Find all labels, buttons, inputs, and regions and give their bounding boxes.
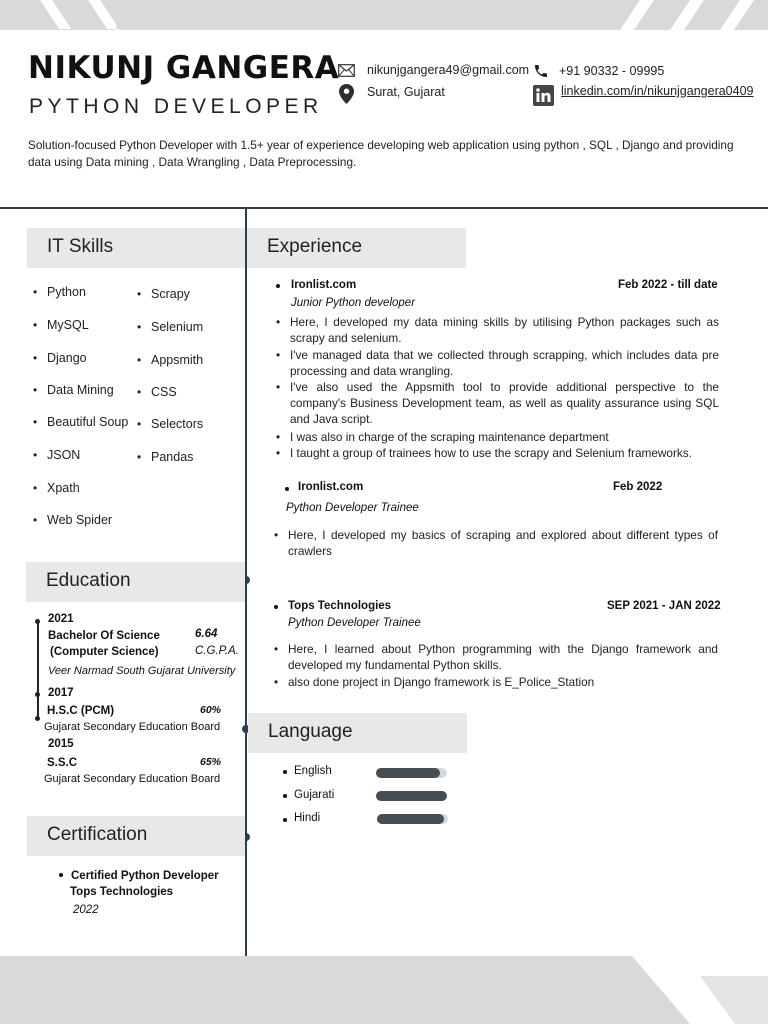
- candidate-role: PYTHON DEVELOPER: [29, 95, 323, 118]
- skill-item: • Python: [47, 285, 86, 299]
- education-degree: H.S.C (PCM): [47, 705, 115, 717]
- job-bullet-text: • I've managed data that we collected through scrapping, which includes data pre processing and data wrangling.: [290, 347, 719, 379]
- skill-item: • MySQL: [47, 318, 89, 332]
- education-dot: [35, 692, 40, 697]
- experience-header: [247, 228, 466, 268]
- language-header: [248, 713, 467, 753]
- certification-org: Tops Technologies: [70, 886, 174, 898]
- certification-bullet: [59, 873, 63, 877]
- language-bullet: [283, 818, 287, 822]
- profile-summary: Solution-focused Python Developer with 1.5+ year of experience developing web application using python , SQL , Django and providing data using Data mining , Data Wrangling , Data Preprocessing.: [28, 138, 734, 169]
- language-level-fill: [376, 791, 447, 801]
- linkedin-link[interactable]: linkedin.com/in/nikunjgangera0409: [561, 84, 754, 98]
- skill-item: • Django: [47, 351, 87, 365]
- job-bullet-text: • I've also used the Appsmith tool to provide additional perspective to the company's Business Development team, as well as quality assurance using SQL and Java script.: [290, 379, 719, 428]
- certification-name: Certified Python Developer: [71, 870, 219, 882]
- language-level-bar: [377, 814, 448, 824]
- language-name: Hindi: [294, 812, 321, 824]
- language-name: English: [294, 765, 332, 777]
- skill-item: • JSON: [47, 448, 80, 462]
- education-degree: S.S.C: [47, 757, 78, 769]
- job-bullet-text: • Here, I developed my basics of scraping and explored about different types of crawlers: [288, 527, 718, 559]
- education-year: 2021: [48, 613, 74, 625]
- section-title: Experience: [267, 236, 363, 257]
- job-company: Ironlist.com: [291, 279, 357, 291]
- language-level-bar: [376, 768, 447, 778]
- linkedin-icon: [533, 85, 554, 106]
- section-title: Language: [268, 721, 353, 742]
- skill-item: • Pandas: [151, 450, 193, 464]
- skill-item: • CSS: [151, 385, 177, 399]
- skill-item: • Data Mining: [47, 383, 114, 397]
- job-bullet-text: • Here, I learned about Python programming with the Django framework and developed my fundamental Python skills.: [288, 641, 718, 673]
- education-score: 60%: [200, 704, 222, 716]
- skill-item: • Appsmith: [151, 353, 203, 367]
- language-level-fill: [376, 768, 440, 778]
- job-bullet-text: • I taught a group of trainees how to use the scrapy and Selenium frameworks.: [290, 445, 719, 461]
- education-score: 65%: [200, 756, 222, 768]
- skill-item: • Beautiful Soup: [47, 415, 128, 429]
- job-position: Python Developer Trainee: [286, 502, 419, 514]
- job-bullet-text: • Here, I developed my data mining skills by utilising Python packages such as scrapy and selenium.: [290, 314, 719, 346]
- language-bullet: [283, 794, 287, 798]
- job-bullet: [274, 605, 278, 609]
- education-timeline: [37, 621, 39, 720]
- header-divider: [0, 207, 768, 209]
- skill-item: • Selectors: [151, 417, 203, 431]
- job-company: Tops Technologies: [288, 600, 392, 612]
- section-title: Certification: [47, 824, 148, 845]
- job-company: Ironlist.com: [298, 481, 364, 493]
- language-bullet: [283, 770, 287, 774]
- section-title: Education: [46, 570, 131, 591]
- job-date: Feb 2022 - till date: [618, 279, 718, 291]
- candidate-name: NIKUNJ GANGERA: [28, 50, 340, 86]
- education-degree-detail: (Computer Science): [50, 646, 159, 658]
- job-date: Feb 2022: [613, 481, 663, 493]
- certification-year: 2022: [73, 904, 99, 916]
- language-level-bar: [376, 791, 447, 801]
- education-institution: Gujarat Secondary Education Board: [44, 773, 221, 785]
- education-score-label: C.G.P.A.: [195, 645, 239, 657]
- job-bullet: [276, 284, 280, 288]
- top-decorative-band: [0, 0, 768, 30]
- bottom-decorative-band: [0, 956, 768, 1024]
- language-name: Gujarati: [294, 789, 335, 801]
- education-year: 2017: [48, 687, 74, 699]
- email-link[interactable]: nikunjgangera49@gmail.com: [367, 63, 530, 77]
- skill-item: • Scrapy: [151, 287, 190, 301]
- job-bullet: [285, 487, 289, 491]
- location-pin-icon: [339, 84, 354, 104]
- job-position: Python Developer Trainee: [288, 617, 421, 629]
- education-dot: [35, 619, 40, 624]
- education-dot: [35, 716, 40, 721]
- education-header: [26, 562, 245, 602]
- skill-item: • Web Spider: [47, 513, 112, 527]
- it-skills-header: [27, 228, 245, 268]
- skill-item: • Selenium: [151, 320, 203, 334]
- language-level-fill: [377, 814, 444, 824]
- skill-item: • Xpath: [47, 481, 80, 495]
- phone-icon: [533, 63, 549, 79]
- envelope-icon: [338, 64, 355, 77]
- education-institution: Gujarat Secondary Education Board: [44, 721, 221, 733]
- job-date: SEP 2021 - JAN 2022: [607, 600, 721, 612]
- job-bullet-text: • also done project in Django framework is E_Police_Station: [288, 674, 718, 690]
- job-bullet-text: • I was also in charge of the scraping maintenance department: [290, 429, 719, 445]
- education-score: 6.64: [195, 628, 218, 640]
- location-text: Surat, Gujarat: [367, 85, 445, 99]
- job-position: Junior Python developer: [291, 297, 416, 309]
- education-institution: Veer Narmad South Gujarat University: [48, 665, 236, 677]
- education-degree: Bachelor Of Science: [48, 630, 160, 642]
- certification-header: [27, 816, 245, 856]
- education-year: 2015: [48, 738, 74, 750]
- section-title: IT Skills: [47, 236, 114, 257]
- phone-number[interactable]: +91 90332 - 09995: [559, 64, 665, 78]
